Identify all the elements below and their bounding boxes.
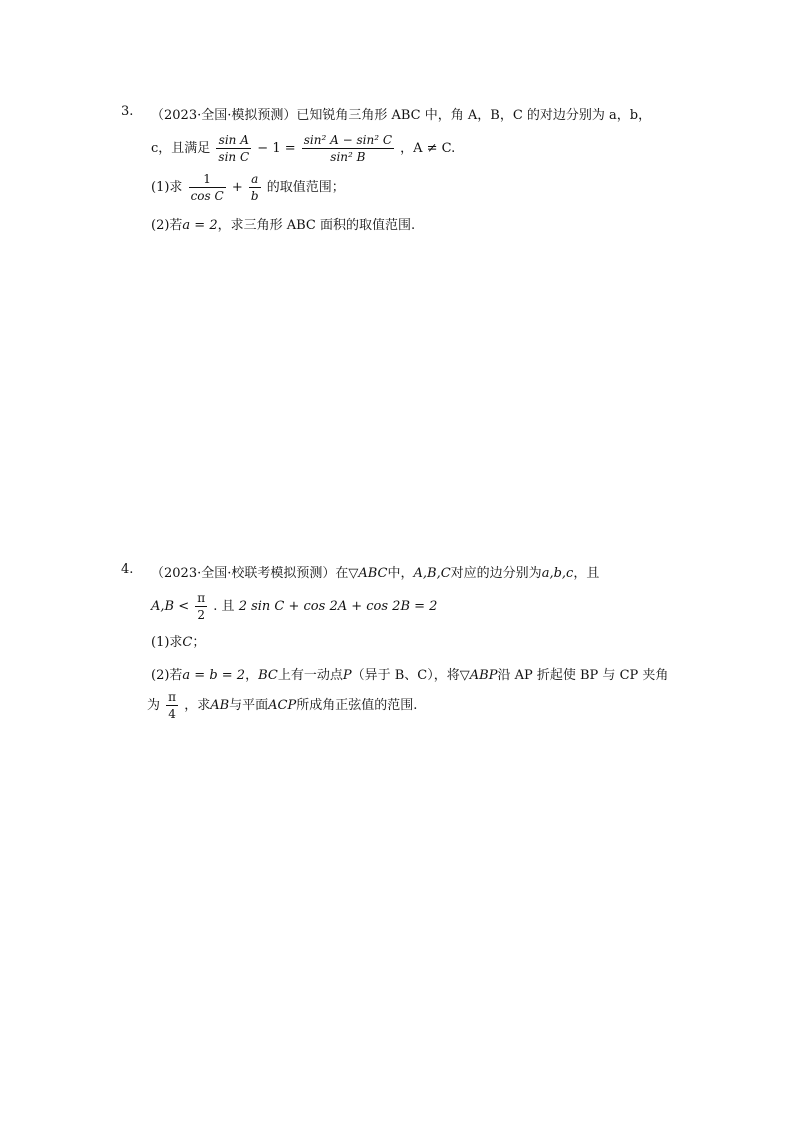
q3-fraction-rhs: $\frac{\text{sin² A − sin² C}}{\text{sin² B}}$ <box>303 133 392 164</box>
q4-line-2: A,B < $\frac{\pi}{2}$ . 且 2 sin C + cos 2A + cos 2B = 2 <box>151 591 438 622</box>
q3-line-2: c，且满足 $\frac{\text{sin A}}{\text{sin C}}$ − 1 = $\frac{\text{sin² A − sin² C}}{\text{sin² B}}$ ，A ≠ C. <box>151 133 456 164</box>
q3-number: 3. <box>121 104 134 119</box>
q3-fraction-lhs: $\frac{\text{sin A}}{\text{sin C}}$ <box>218 133 250 164</box>
q3-part-1: (1)求 $\frac{1}{\text{cos C}}$ + $\frac{a}{b}$ 的取值范围； <box>151 172 345 203</box>
q3-part-2: (2)若a = 2，求三角形 ABC 面积的取值范围. <box>151 218 416 233</box>
question-4 <box>121 562 681 722</box>
q4-part-2-cont: 为 $\frac{\pi}{4}$ ，求AB与平面ACP所成角正弦值的范围. <box>147 690 418 721</box>
q4-part-1: (1)求C； <box>151 635 206 650</box>
q4-fraction-pi-2: $\frac{\pi}{2}$ <box>197 591 206 622</box>
q4-number: 4. <box>121 562 134 577</box>
q4-part-2: (2)若a = b = 2，BC上有一动点P（异于 B、C），将▽ABP沿 AP 折起使 BP 与 CP 夹角 <box>151 668 669 683</box>
q3-line-1 <box>121 104 681 124</box>
q3-source: （2023·全国·模拟预测） <box>151 108 297 123</box>
q4-fraction-pi-4: $\frac{\pi}{4}$ <box>168 690 177 721</box>
q3-intro: 已知锐角三角形 ABC 中，角 A，B，C 的对边分别为 a，b， <box>296 108 652 123</box>
q3-part1-fraction-1: $\frac{1}{\text{cos C}}$ <box>190 172 224 203</box>
q4-line-1: 4. （2023·全国·校联考模拟预测）在▽ABC中，A,B,C对应的边分别为a,b,c，且 <box>121 562 600 581</box>
q4-source: （2023·全国·校联考模拟预测） <box>151 566 336 581</box>
question-3 <box>121 104 681 233</box>
q3-part1-fraction-2: $\frac{a}{b}$ <box>250 172 259 203</box>
